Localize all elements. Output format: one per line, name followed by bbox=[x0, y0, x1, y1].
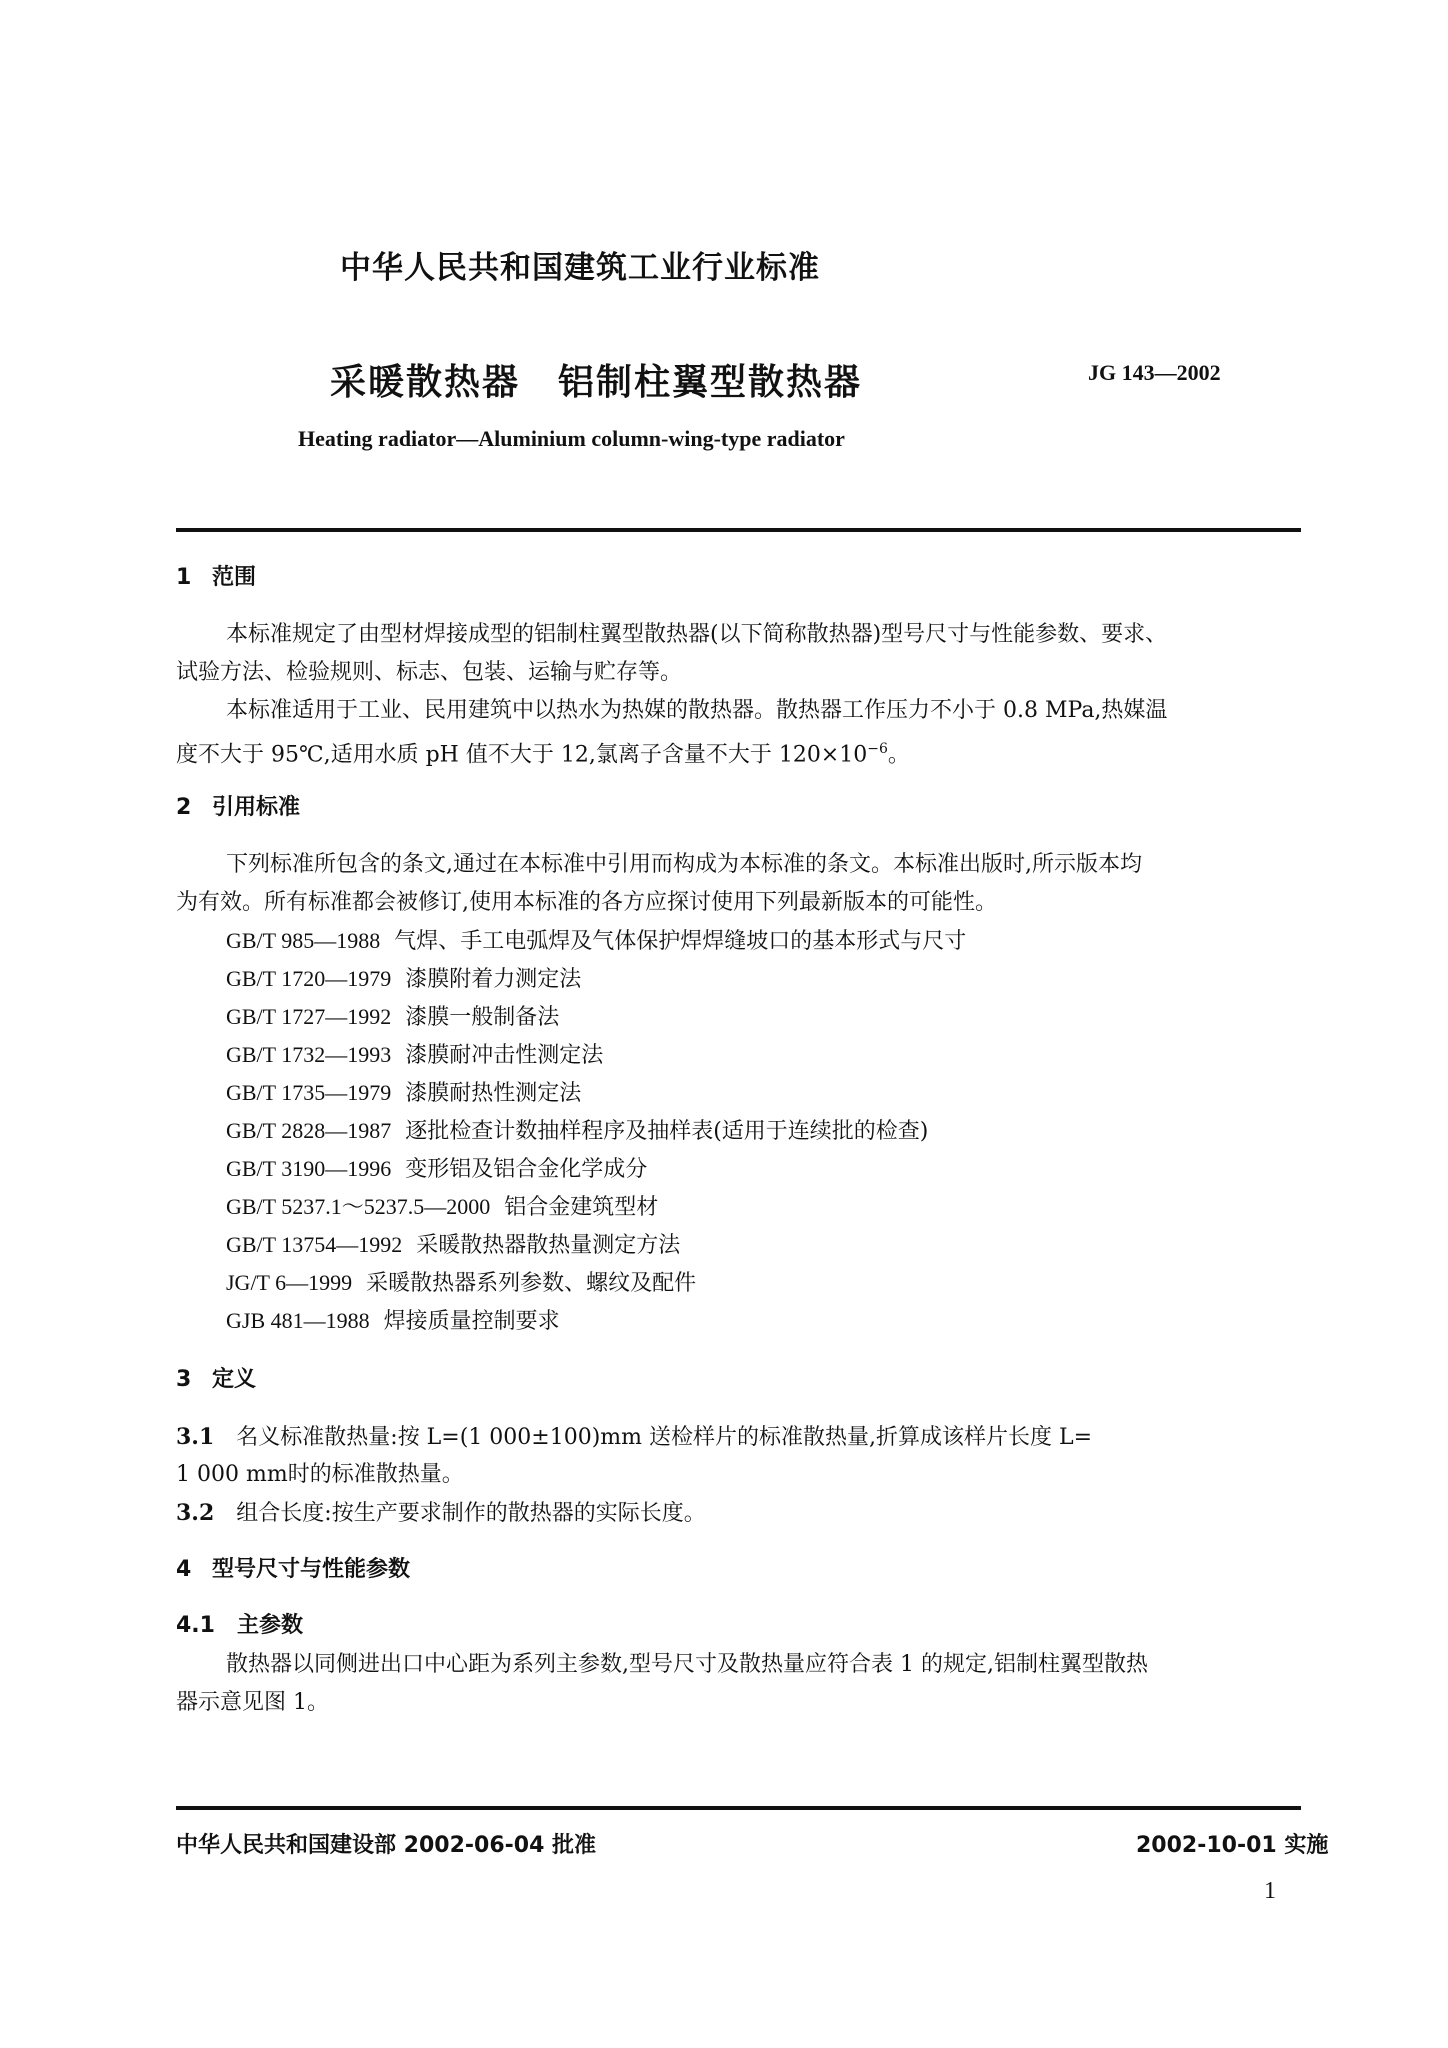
approval-line: 中华人民共和国建设部 2002-06-04 批准 bbox=[176, 1833, 597, 1858]
reference-name: 采暖散热器散热量测定方法 bbox=[416, 1233, 681, 1258]
reference-item bbox=[226, 1266, 696, 1297]
reference-name: 逐批检查计数抽样程序及抽样表(适用于连续批的检查) bbox=[405, 1119, 929, 1144]
section-title: 型号尺寸与性能参数 bbox=[212, 1557, 411, 1582]
reference-name: 变形铝及铝合金化学成分 bbox=[405, 1157, 648, 1182]
reference-code: GB/T 1732—1993 bbox=[226, 1042, 392, 1067]
s2-para-line1: 下列标准所包含的条文,通过在本标准中引用而构成为本标准的条文。本标准出版时,所示版本均 bbox=[226, 852, 1142, 877]
reference-item bbox=[226, 1038, 603, 1069]
document-title-cn: 采暖散热器 铝制柱翼型散热器 bbox=[330, 362, 863, 403]
clause-text: 组合长度:按生产要求制作的散热器的实际长度。 bbox=[236, 1501, 706, 1526]
section-number: 4 bbox=[176, 1557, 192, 1582]
s1-para1-line1: 本标准规定了由型材焊接成型的铝制柱翼型散热器(以下简称散热器)型号尺寸与性能参数、要求、 bbox=[226, 622, 1168, 647]
reference-item bbox=[226, 1152, 647, 1183]
section-4-heading bbox=[176, 1552, 410, 1583]
s2-para-line2: 为有效。所有标准都会被修订,使用本标准的各方应探讨使用下列最新版本的可能性。 bbox=[176, 890, 997, 915]
reference-code: GB/T 3190—1996 bbox=[226, 1156, 392, 1181]
reference-code: GB/T 1720—1979 bbox=[226, 966, 392, 991]
section-2-heading bbox=[176, 790, 300, 821]
clause-3-2 bbox=[176, 1494, 706, 1533]
reference-code: JG/T 6—1999 bbox=[226, 1270, 353, 1295]
reference-name: 焊接质量控制要求 bbox=[383, 1309, 560, 1334]
s4-para-line1: 散热器以同侧进出口中心距为系列主参数,型号尺寸及散热量应符合表 1 的规定,铝制柱翼型散热 bbox=[226, 1652, 1148, 1677]
s1-para2-line1: 本标准适用于工业、民用建筑中以热水为热媒的散热器。散热器工作压力不小于 0.8 MPa,热媒温 bbox=[226, 698, 1168, 723]
reference-item bbox=[226, 1076, 581, 1107]
section-1-heading bbox=[176, 560, 256, 591]
clause-3-1-line2: 1 000 mm时的标准散热量。 bbox=[176, 1462, 464, 1487]
s1-para2-line2 bbox=[176, 730, 910, 774]
reference-name: 漆膜附着力测定法 bbox=[405, 967, 582, 992]
reference-item bbox=[226, 924, 966, 955]
section-3-heading bbox=[176, 1362, 256, 1393]
clause-title: 主参数 bbox=[236, 1613, 303, 1638]
clause-number: 4.1 bbox=[176, 1613, 215, 1638]
s4-para-line2: 器示意见图 1。 bbox=[176, 1690, 329, 1715]
reference-item bbox=[226, 1114, 928, 1145]
page-number: 1 bbox=[1264, 1878, 1276, 1904]
reference-item bbox=[226, 1000, 559, 1031]
reference-code: GB/T 1735—1979 bbox=[226, 1080, 392, 1105]
standard-code: JG 143—2002 bbox=[1088, 360, 1221, 385]
agency-title: 中华人民共和国建筑工业行业标准 bbox=[340, 250, 820, 286]
reference-name: 采暖散热器系列参数、螺纹及配件 bbox=[366, 1271, 697, 1296]
s1-para1-line2: 试验方法、检验规则、标志、包装、运输与贮存等。 bbox=[176, 660, 683, 685]
reference-item bbox=[226, 1190, 658, 1221]
reference-code: GB/T 985—1988 bbox=[226, 928, 381, 953]
reference-name: 漆膜耐冲击性测定法 bbox=[405, 1043, 604, 1068]
section-number: 1 bbox=[176, 565, 192, 590]
clause-number: 3.2 bbox=[176, 1500, 215, 1526]
reference-item bbox=[226, 1228, 680, 1259]
s1-para2-end: 。 bbox=[887, 742, 910, 768]
reference-name: 气焊、手工电弧焊及气体保护焊焊缝坡口的基本形式与尺寸 bbox=[394, 929, 967, 954]
section-number: 2 bbox=[176, 795, 192, 820]
reference-name: 铝合金建筑型材 bbox=[504, 1195, 659, 1220]
footer-divider bbox=[176, 1806, 1301, 1810]
clause-number: 3.1 bbox=[176, 1424, 215, 1450]
s1-para2-text: 度不大于 95℃,适用水质 pH 值不大于 12,氯离子含量不大于 120×10 bbox=[176, 742, 868, 768]
reference-code: GJB 481—1988 bbox=[226, 1308, 370, 1333]
reference-code: GB/T 2828—1987 bbox=[226, 1118, 392, 1143]
document-title-en: Heating radiator—Aluminium column-wing-type radiator bbox=[298, 426, 845, 451]
reference-name: 漆膜一般制备法 bbox=[405, 1005, 560, 1030]
clause-text: 名义标准散热量:按 L=(1 000±100)mm 送检样片的标准散热量,折算成该样片长度 L= bbox=[236, 1425, 1093, 1450]
reference-name: 漆膜耐热性测定法 bbox=[405, 1081, 582, 1106]
clause-4-1-heading bbox=[176, 1608, 303, 1639]
section-title: 定义 bbox=[212, 1367, 257, 1392]
section-title: 引用标准 bbox=[212, 795, 301, 820]
reference-item bbox=[226, 1304, 560, 1335]
clause-3-1-line1 bbox=[176, 1418, 1092, 1457]
section-number: 3 bbox=[176, 1367, 192, 1392]
reference-code: GB/T 5237.1～5237.5—2000 bbox=[226, 1194, 491, 1219]
reference-code: GB/T 13754—1992 bbox=[226, 1232, 403, 1257]
exponent: −6 bbox=[867, 741, 888, 757]
reference-code: GB/T 1727—1992 bbox=[226, 1004, 392, 1029]
reference-item bbox=[226, 962, 581, 993]
section-title: 范围 bbox=[212, 565, 257, 590]
header-divider bbox=[176, 528, 1301, 532]
effective-date: 2002-10-01 实施 bbox=[1136, 1833, 1329, 1858]
